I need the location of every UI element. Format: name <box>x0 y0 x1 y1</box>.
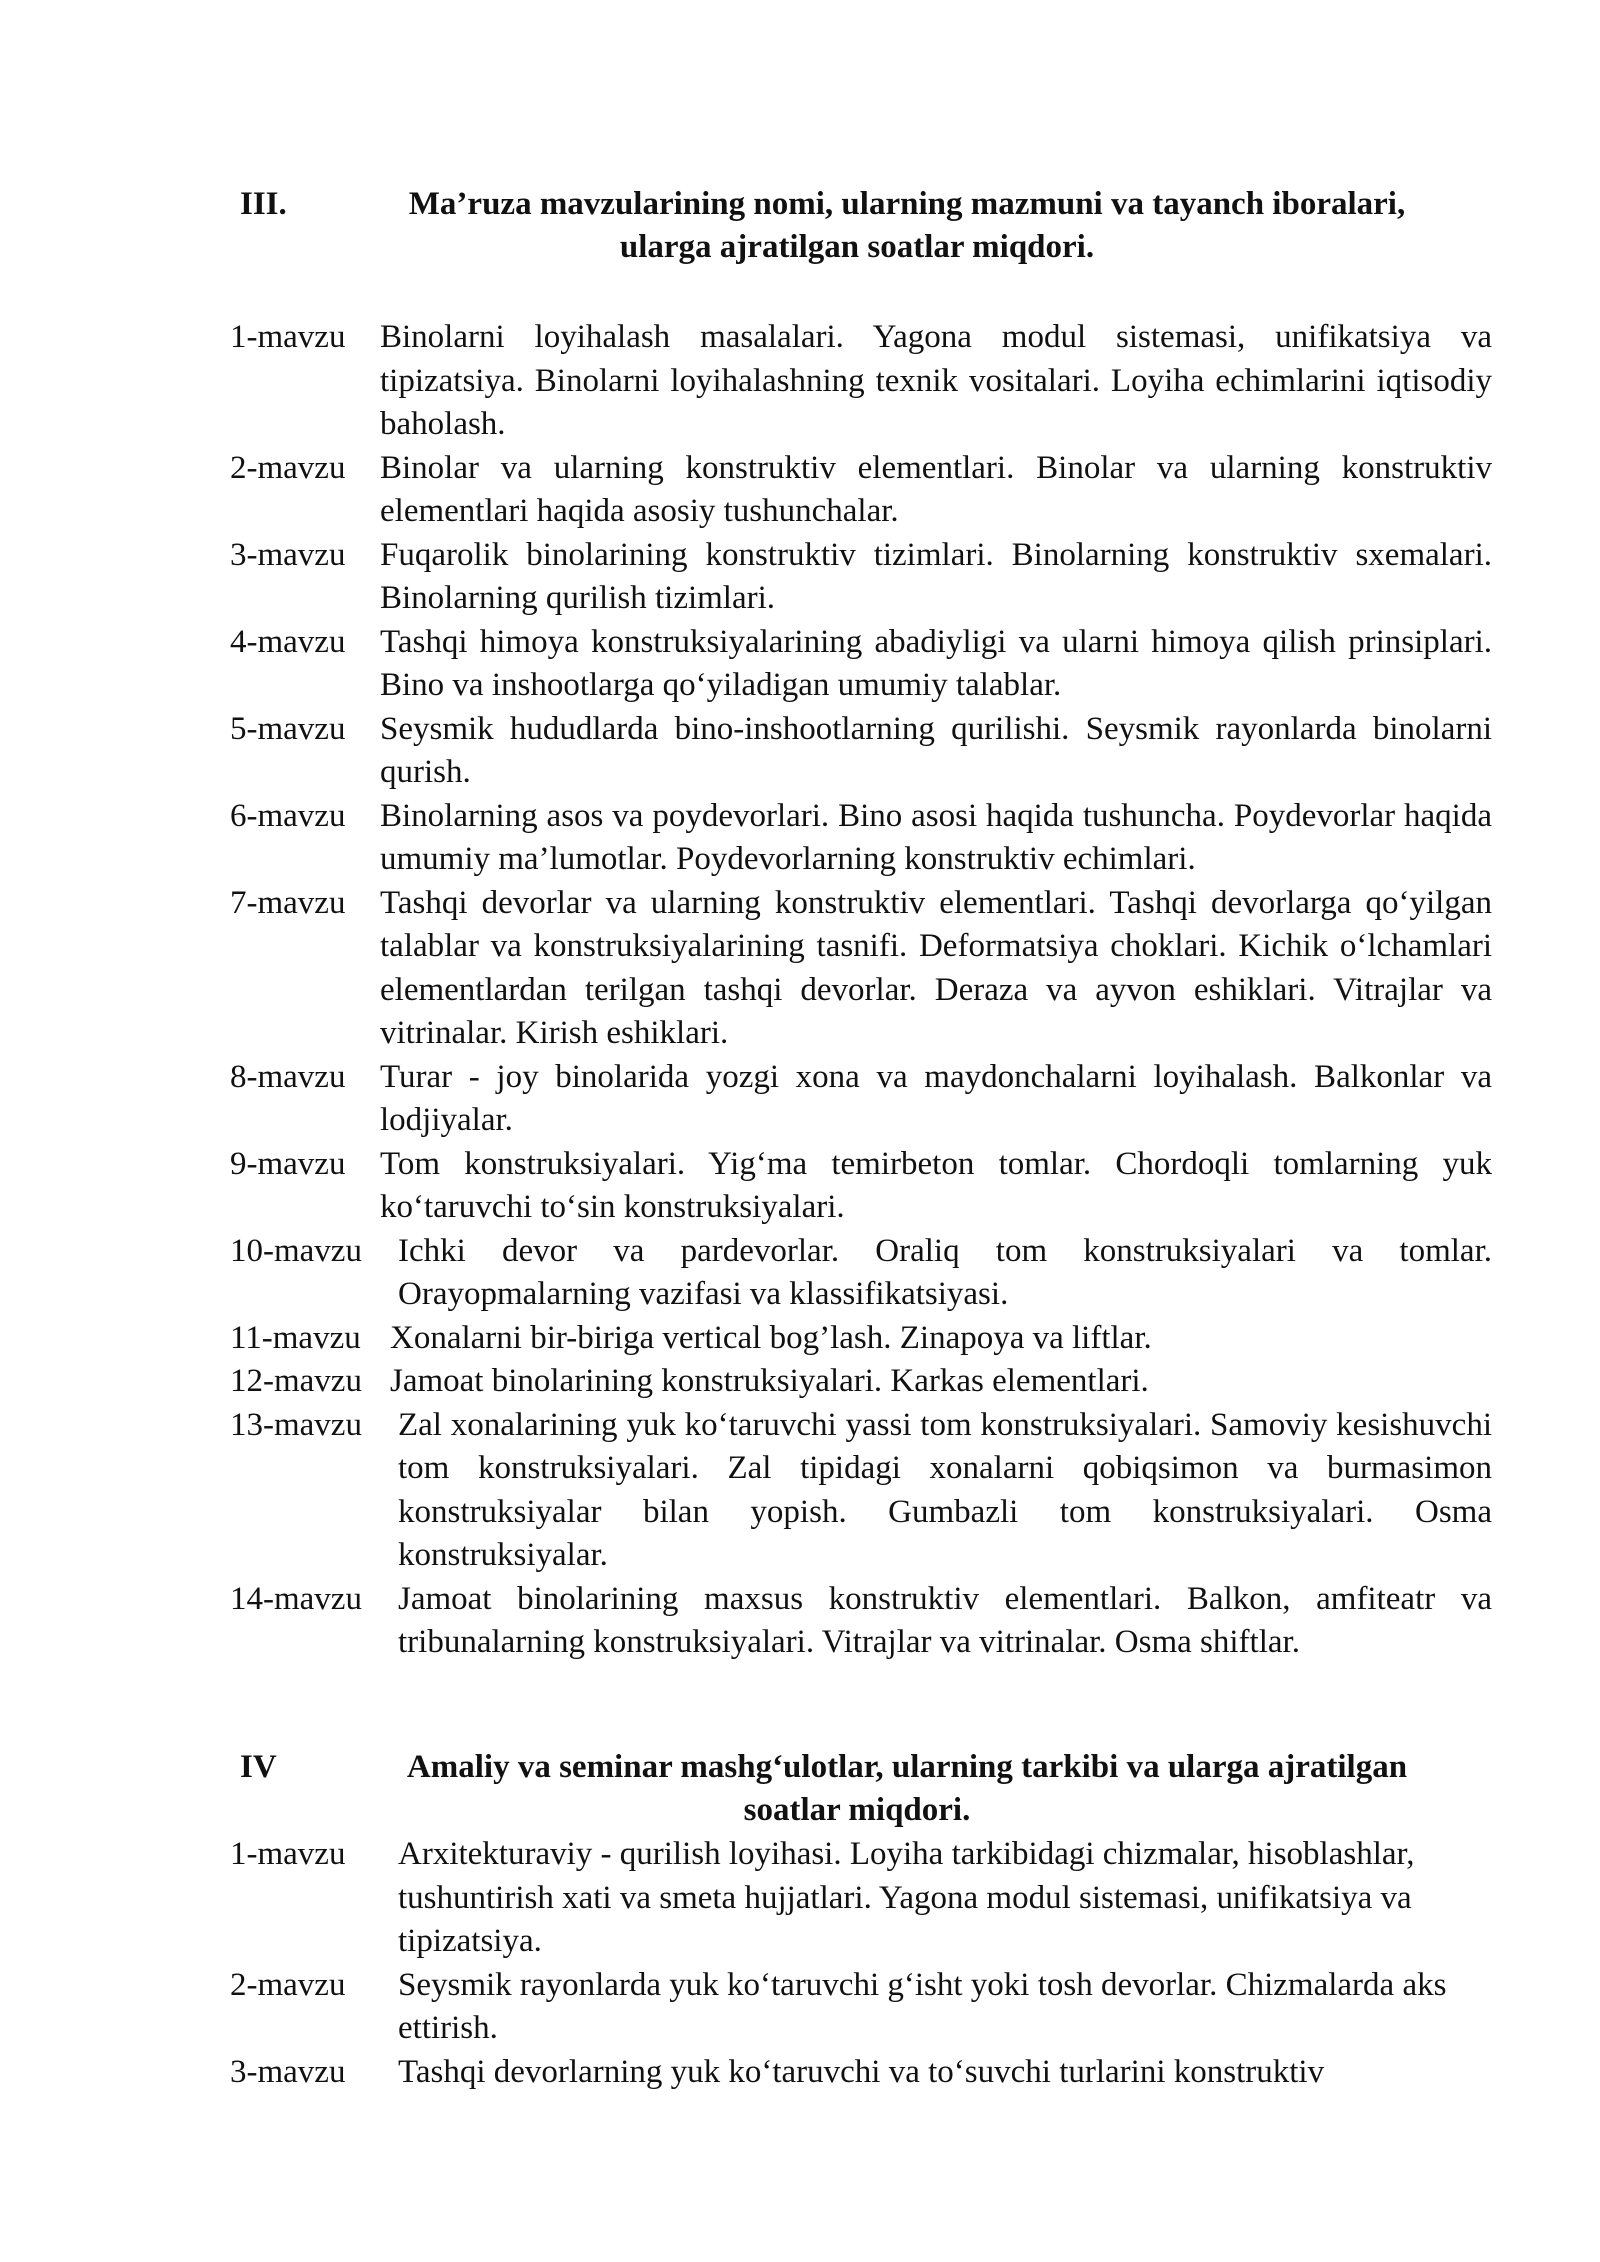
lecture-topic <box>230 316 1492 447</box>
topic-text: Tashqi devorlarning yuk ko‘taruvchi va to‘suvchi turlarini konstruktiv <box>398 2053 1325 2090</box>
topic-text: Fuqarolik binolarining konstruktiv tizimlari. Binolarning konstruktiv sxemalari. Binolarning qurilish tizimlari. <box>380 536 1492 616</box>
lecture-topic <box>230 708 1492 795</box>
topic-text: Tashqi himoya konstruksiyalarining abadiyligi va ularni himoya qilish prinsiplari. Bino va inshootlarga qo‘yiladigan umumiy talablar. <box>380 623 1492 703</box>
topic-text: Binolarni loyihalash masalalari. Yagona modul sistemasi, unifikatsiya va tipizatsiya. Binolarni loyihalashning texnik vositalari. Loyiha echimlarini iqtisodiy baholash. <box>380 319 1492 442</box>
topic-label: 5-mavzu <box>230 710 346 747</box>
topic-text: Seysmik hududlarda bino-inshootlarning qurilishi. Seysmik rayonlarda binolarni qurish. <box>380 710 1492 790</box>
lecture-topic <box>230 882 1492 1056</box>
topic-text: Xonalarni bir-biriga vertical bog’lash. Zinapoya va liftlar. <box>390 1319 1152 1356</box>
topic-label: 4-mavzu <box>230 623 346 660</box>
topic-label: 8-mavzu <box>230 1058 346 1095</box>
section-3-title-line-2: ularga ajratilgan soatlar miqdori. <box>619 229 1095 265</box>
section-3-number: III. <box>240 186 287 222</box>
lecture-topic <box>230 1056 1492 1143</box>
lecture-topic <box>230 447 1492 534</box>
topic-label: 9-mavzu <box>230 1145 346 1182</box>
section-4-heading <box>230 1746 1484 1832</box>
section-3-title-line-1: Ma’ruza mavzularining nomi, ularning mazmuni va tayanch iboralari, <box>408 186 1406 222</box>
topic-label: 11-mavzu <box>230 1319 361 1356</box>
topic-label: 7-mavzu <box>230 884 346 921</box>
topic-text: Turar - joy binolarida yozgi xona va maydonchalarni loyihalash. Balkonlar va lodjiyalar. <box>380 1058 1492 1138</box>
topic-label: 14-mavzu <box>230 1580 362 1617</box>
topic-text: Jamoat binolarining maxsus konstruktiv elementlari. Balkon, amfiteatr va tribunalarning konstruksiyalari. Vitrajlar va vitrinalar. Osma shiftlar. <box>398 1580 1492 1660</box>
topic-label: 6-mavzu <box>230 797 346 834</box>
lecture-topic <box>230 534 1492 621</box>
topic-label: 2-mavzu <box>230 449 346 486</box>
lecture-topic <box>230 1143 1492 1230</box>
topic-text: Tom konstruksiyalari. Yig‘ma temirbeton tomlar. Chordoqli tomlarning yuk ko‘taruvchi to‘sin konstruksiyalari. <box>380 1145 1492 1225</box>
practical-topic <box>230 1833 1460 1964</box>
lecture-topic <box>230 1360 1492 1404</box>
lecture-topic <box>230 1578 1492 1665</box>
lecture-topic <box>230 1317 1492 1361</box>
topic-label: 12-mavzu <box>230 1363 362 1399</box>
topic-text: Jamoat binolarining konstruksiyalari. Karkas elementlari. <box>390 1363 1149 1399</box>
topic-label: 1-mavzu <box>230 319 346 355</box>
section-4-title-line-2: soatlar miqdori. <box>743 1792 971 1828</box>
practical-topic-list <box>230 1833 1460 2094</box>
topic-label: 1-mavzu <box>230 1836 346 1872</box>
practical-topic <box>230 1964 1460 2051</box>
topic-text: Ichki devor va pardevorlar. Oraliq tom konstruksiyalari va tomlar. Orayopmalarning vazifasi va klassifikatsiyasi. <box>398 1232 1492 1312</box>
topic-label: 3-mavzu <box>230 536 346 573</box>
lecture-topic <box>230 795 1492 882</box>
topic-label: 13-mavzu <box>230 1406 362 1443</box>
topic-label: 3-mavzu <box>230 2053 346 2090</box>
topic-text: Arxitekturaviy - qurilish loyihasi. Loyiha tarkibidagi chizmalar, hisoblashlar, tushuntirish xati va smeta hujjatlari. Yagona modul sistemasi, unifikatsiya va tipizatsiya. <box>398 1836 1415 1959</box>
section-4-number: IV <box>240 1749 277 1785</box>
topic-label: 2-mavzu <box>230 1966 346 2003</box>
topic-label: 10-mavzu <box>230 1232 362 1269</box>
topic-text: Binolar va ularning konstruktiv elementlari. Binolar va ularning konstruktiv elementlari haqida asosiy tushunchalar. <box>380 449 1492 529</box>
topic-text: Zal xonalarining yuk ko‘taruvchi yassi tom konstruksiyalari. Samoviy kesishuvchi tom konstruksiyalari. Zal tipidagi xonalarni qobiqsimon va burmasimon konstruksiyalar bilan yopish. Gumbazli tom konstruksiyalari. Osma konstruksiyalar. <box>398 1406 1492 1573</box>
lecture-topic-list <box>230 316 1492 1665</box>
topic-text: Seysmik rayonlarda yuk ko‘taruvchi g‘isht yoki tosh devorlar. Chizmalarda aks ettirish. <box>398 1966 1447 2046</box>
section-3-heading <box>230 183 1484 269</box>
section-4-title-line-1: Amaliy va seminar mashg‘ulotlar, ularning tarkibi va ularga ajratilgan <box>406 1749 1408 1785</box>
practical-topic <box>230 2051 1460 2095</box>
topic-text: Binolarning asos va poydevorlari. Bino asosi haqida tushuncha. Poydevorlar haqida umumiy ma’lumotlar. Poydevorlarning konstruktiv echimlari. <box>380 797 1492 877</box>
lecture-topic <box>230 1404 1492 1578</box>
lecture-topic <box>230 621 1492 708</box>
topic-text: Tashqi devorlar va ularning konstruktiv elementlari. Tashqi devorlarga qo‘yilgan talablar va konstruksiyalarining tasnifi. Deformatsiya choklari. Kichik o‘lchamlari elementlardan terilgan tashqi devorlar. Deraza va ayvon eshiklari. Vitrajlar va vitrinalar. Kirish eshiklari. <box>380 884 1492 1051</box>
lecture-topic <box>230 1230 1492 1317</box>
